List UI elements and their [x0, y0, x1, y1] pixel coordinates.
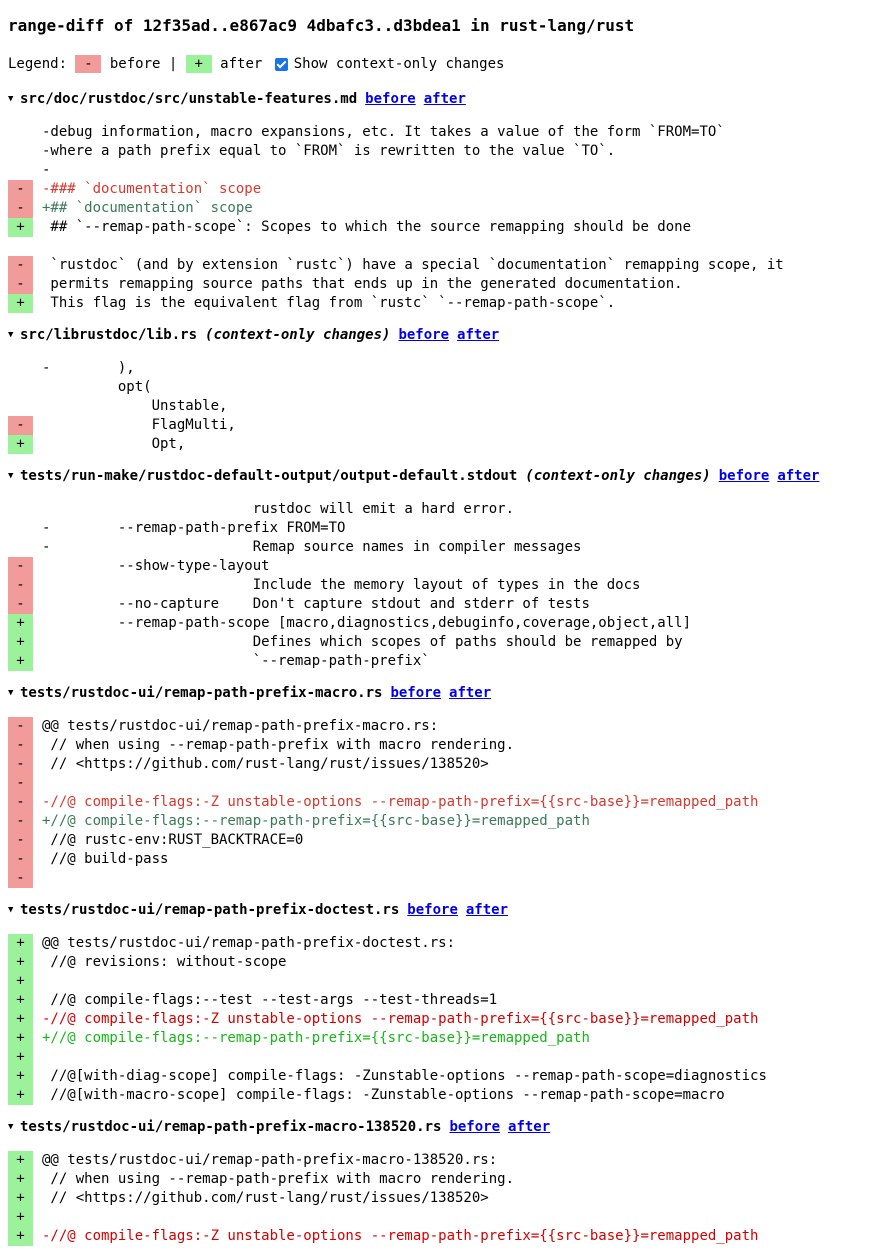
diff-marker: [8, 500, 33, 519]
diff-marker: +: [8, 1227, 33, 1246]
file-path: tests/rustdoc-ui/remap-path-prefix-macro-138520.rs: [20, 1119, 442, 1135]
diff-marker: -: [8, 755, 33, 774]
diff-line: [8, 1067, 888, 1086]
diff-marker: -: [8, 850, 33, 869]
diff-line: [8, 256, 888, 275]
diff-line: [8, 831, 888, 850]
before-link[interactable]: before: [449, 1119, 501, 1135]
after-link[interactable]: after: [465, 902, 509, 918]
diff-line: [8, 793, 888, 812]
diff-marker: -: [8, 831, 33, 850]
diff-marker: [8, 359, 33, 378]
context-only-note: (context-only changes): [525, 468, 711, 484]
file-path: src/doc/rustdoc/src/unstable-features.md: [20, 91, 358, 107]
diff-line-text: [33, 1048, 42, 1067]
diff-line-text: @@ tests/rustdoc-ui/remap-path-prefix-macro-138520.rs:: [42, 1152, 498, 1168]
diff-line-text: //@ rustc-env:RUST_BACKTRACE=0: [42, 832, 304, 848]
diff-line-text: This flag is the equivalent flag from `rustc` `--remap-path-scope`.: [42, 295, 616, 311]
diff-marker: +: [8, 1208, 33, 1227]
diff-marker: +: [8, 1010, 33, 1029]
diff-line-text: [33, 1208, 42, 1227]
disclosure-triangle-icon[interactable]: ▼: [8, 905, 14, 915]
diff-line-text: +//@ compile-flags:--remap-path-prefix={{src-base}}=remapped_path: [42, 1030, 590, 1046]
diff-marker: +: [8, 294, 33, 313]
diff-marker: -: [8, 736, 33, 755]
diff-line-text: --no-capture Don't capture stdout and stderr of tests: [42, 596, 590, 612]
diff-line: [8, 991, 888, 1010]
after-link[interactable]: after: [457, 327, 500, 343]
diff-line: [8, 1208, 888, 1227]
diff-line: [8, 519, 888, 538]
diff-line: [8, 275, 888, 294]
file-list: [8, 90, 888, 1246]
file-section: [8, 326, 888, 454]
disclosure-triangle-icon[interactable]: ▼: [8, 94, 14, 104]
diff-line-text: -: [42, 162, 51, 178]
diff-marker: +: [8, 614, 33, 633]
file-section: [8, 1118, 888, 1246]
diff-line-text: @@ tests/rustdoc-ui/remap-path-prefix-macro.rs:: [42, 718, 439, 734]
diff-marker: [8, 397, 33, 416]
diff-line: [8, 161, 888, 180]
diff-line: [8, 614, 888, 633]
diff-marker: -: [8, 557, 33, 576]
diff-marker: +: [8, 1048, 33, 1067]
file-section: [8, 684, 888, 888]
diff-line: [8, 576, 888, 595]
diff-marker: -: [8, 595, 33, 614]
diff-line: [8, 934, 888, 953]
diff-marker: -: [8, 717, 33, 736]
diff-line: [8, 557, 888, 576]
diff-line: [8, 736, 888, 755]
file-path: tests/rustdoc-ui/remap-path-prefix-macro.rs: [20, 685, 383, 701]
legend-before-swatch: -: [75, 55, 101, 73]
diff-marker: -: [8, 416, 33, 435]
diff-line: [8, 869, 888, 888]
diff-line-text: rustdoc will emit a hard error.: [42, 501, 515, 517]
diff-line: [8, 1151, 888, 1170]
diff-line: [8, 755, 888, 774]
diff-line-text: -### `documentation` scope: [42, 181, 262, 197]
diff-line: [8, 595, 888, 614]
diff-marker: +: [8, 1170, 33, 1189]
diff-line: [8, 416, 888, 435]
diff-line: [8, 378, 888, 397]
before-link[interactable]: before: [718, 468, 770, 484]
context-only-note: (context-only changes): [205, 327, 391, 343]
diff-line: [8, 180, 888, 199]
legend-after-label: after: [211, 56, 271, 72]
diff-marker: -: [8, 774, 33, 793]
diff-line-text: - Remap source names in compiler messages: [42, 539, 582, 555]
diff-marker: -: [8, 793, 33, 812]
legend: [8, 51, 888, 77]
diff-line-text: `rustdoc` (and by extension `rustc`) have a special `documentation` remapping scope, it: [42, 257, 784, 273]
diff-line-text: [33, 972, 42, 991]
diff-block: [8, 717, 888, 888]
diff-marker: -: [8, 576, 33, 595]
before-link[interactable]: before: [407, 902, 458, 918]
diff-line-text: // when using --remap-path-prefix with macro rendering.: [42, 737, 515, 753]
file-header[interactable]: [8, 1118, 888, 1136]
file-header[interactable]: [8, 326, 888, 344]
file-section: [8, 467, 888, 671]
legend-before-label: before |: [101, 56, 186, 72]
diff-line-text: Opt,: [42, 436, 186, 452]
diff-block: [8, 123, 888, 313]
file-header[interactable]: [8, 467, 888, 485]
diff-line-text: --show-type-layout: [42, 558, 270, 574]
diff-marker: [8, 123, 33, 142]
diff-marker: -: [8, 180, 33, 199]
diff-block: [8, 500, 888, 671]
diff-marker: [8, 538, 33, 557]
disclosure-triangle-icon[interactable]: ▼: [8, 471, 14, 481]
diff-marker: -: [8, 199, 33, 218]
diff-line: [8, 199, 888, 218]
diff-line-text: [33, 774, 42, 793]
diff-marker: [8, 237, 33, 256]
diff-marker: [8, 519, 33, 538]
disclosure-triangle-icon[interactable]: ▼: [8, 1122, 14, 1132]
diff-line: [8, 774, 888, 793]
diff-marker: -: [8, 256, 33, 275]
diff-marker: +: [8, 1067, 33, 1086]
diff-line: [8, 1189, 888, 1208]
diff-line-text: +//@ compile-flags:--remap-path-prefix={{src-base}}=remapped_path: [42, 813, 590, 829]
diff-line-text: //@[with-diag-scope] compile-flags: -Zunstable-options --remap-path-scope=diagnostics: [42, 1068, 767, 1084]
diff-block: [8, 359, 888, 454]
diff-block: [8, 1151, 888, 1246]
diff-line-text: -where a path prefix equal to `FROM` is rewritten to the value `TO`.: [42, 143, 616, 159]
diff-line: [8, 717, 888, 736]
diff-line-text: -debug information, macro expansions, etc. It takes a value of the form `FROM=TO`: [42, 124, 725, 140]
diff-line: [8, 1227, 888, 1246]
diff-marker: +: [8, 1029, 33, 1048]
file-path: tests/run-make/rustdoc-default-output/output-default.stdout: [20, 468, 518, 484]
file-path: tests/rustdoc-ui/remap-path-prefix-doctest.rs: [20, 902, 400, 918]
diff-line: [8, 123, 888, 142]
file-path: src/librustdoc/lib.rs: [20, 327, 198, 343]
diff-line-text: FlagMulti,: [42, 417, 236, 433]
diff-line: [8, 1048, 888, 1067]
disclosure-triangle-icon[interactable]: ▼: [8, 330, 14, 340]
diff-marker: +: [8, 991, 33, 1010]
diff-marker: [8, 378, 33, 397]
diff-line-text: +## `documentation` scope: [42, 200, 253, 216]
diff-line: [8, 953, 888, 972]
diff-line-text: Include the memory layout of types in the docs: [42, 577, 641, 593]
diff-marker: -: [8, 869, 33, 888]
diff-marker: +: [8, 1151, 33, 1170]
diff-marker: +: [8, 934, 33, 953]
legend-label: Legend:: [8, 56, 76, 72]
diff-line: [8, 294, 888, 313]
context-only-label[interactable]: Show context-only changes: [293, 56, 505, 72]
after-link[interactable]: after: [423, 91, 466, 107]
diff-line: [8, 633, 888, 652]
diff-line: [8, 652, 888, 671]
diff-line: [8, 1170, 888, 1189]
diff-line: [8, 972, 888, 991]
diff-line: [8, 359, 888, 378]
file-header[interactable]: [8, 90, 888, 108]
diff-marker: +: [8, 633, 33, 652]
diff-marker: +: [8, 1189, 33, 1208]
diff-line-text: [33, 237, 42, 256]
diff-line: [8, 500, 888, 519]
disclosure-triangle-icon[interactable]: ▼: [8, 688, 14, 698]
diff-line-text: opt(: [42, 379, 152, 395]
diff-line-text: - ),: [42, 360, 135, 376]
diff-line: [8, 142, 888, 161]
diff-line: [8, 538, 888, 557]
diff-line: [8, 1086, 888, 1105]
diff-marker: [8, 142, 33, 161]
diff-line-text: //@ revisions: without-scope: [42, 954, 287, 970]
file-header[interactable]: [8, 684, 888, 702]
diff-line-text: permits remapping source paths that ends up in the generated documentation.: [42, 276, 683, 292]
diff-line: [8, 850, 888, 869]
diff-line-text: Defines which scopes of paths should be remapped by: [42, 634, 683, 650]
diff-line-text: // <https://github.com/rust-lang/rust/issues/138520>: [42, 756, 489, 772]
diff-line-text: `--remap-path-prefix`: [42, 653, 430, 669]
diff-line-text: -//@ compile-flags:-Z unstable-options --remap-path-prefix={{src-base}}=remapped_path: [42, 794, 759, 810]
diff-marker: +: [8, 972, 33, 991]
diff-line-text: //@ compile-flags:--test --test-args --test-threads=1: [42, 992, 498, 1008]
diff-line: [8, 435, 888, 454]
context-only-checkbox[interactable]: [275, 58, 288, 71]
diff-line: [8, 397, 888, 416]
before-link[interactable]: before: [398, 327, 450, 343]
diff-marker: -: [8, 275, 33, 294]
file-header[interactable]: [8, 901, 888, 919]
diff-marker: +: [8, 218, 33, 237]
diff-line-text: // <https://github.com/rust-lang/rust/issues/138520>: [42, 1190, 489, 1206]
diff-line: [8, 1010, 888, 1029]
diff-line-text: // when using --remap-path-prefix with macro rendering.: [42, 1171, 515, 1187]
diff-marker: -: [8, 812, 33, 831]
after-link[interactable]: after: [508, 1119, 551, 1135]
diff-marker: +: [8, 435, 33, 454]
diff-line-text: -//@ compile-flags:-Z unstable-options --remap-path-prefix={{src-base}}=remapped_path: [42, 1011, 759, 1027]
diff-line-text: [33, 869, 42, 888]
diff-line-text: //@[with-macro-scope] compile-flags: -Zunstable-options --remap-path-scope=macro: [42, 1087, 725, 1103]
diff-line-text: Unstable,: [42, 398, 228, 414]
diff-line-text: //@ build-pass: [42, 851, 169, 867]
before-link[interactable]: before: [365, 91, 416, 107]
page-title: range-diff of 12f35ad..e867ac9 4dbafc3..d3bdea1 in rust-lang/rust: [8, 16, 635, 35]
diff-line-text: ## `--remap-path-scope`: Scopes to which the source remapping should be done: [42, 219, 692, 235]
diff-line: [8, 812, 888, 831]
file-section: [8, 901, 888, 1105]
diff-marker: +: [8, 652, 33, 671]
after-link[interactable]: after: [777, 468, 820, 484]
before-link[interactable]: before: [390, 685, 442, 701]
diff-line: [8, 1029, 888, 1048]
file-section: [8, 90, 888, 313]
legend-after-swatch: +: [186, 55, 212, 73]
diff-line-text: -//@ compile-flags:-Z unstable-options --remap-path-prefix={{src-base}}=remapped_path: [42, 1228, 759, 1244]
diff-marker: +: [8, 953, 33, 972]
diff-line: [8, 237, 888, 256]
diff-marker: +: [8, 1086, 33, 1105]
diff-line-text: --remap-path-scope [macro,diagnostics,debuginfo,coverage,object,all]: [42, 615, 692, 631]
diff-block: [8, 934, 888, 1105]
diff-marker: [8, 161, 33, 180]
diff-line-text: @@ tests/rustdoc-ui/remap-path-prefix-doctest.rs:: [42, 935, 456, 951]
diff-line-text: - --remap-path-prefix FROM=TO: [42, 520, 346, 536]
after-link[interactable]: after: [449, 685, 492, 701]
diff-line: [8, 218, 888, 237]
